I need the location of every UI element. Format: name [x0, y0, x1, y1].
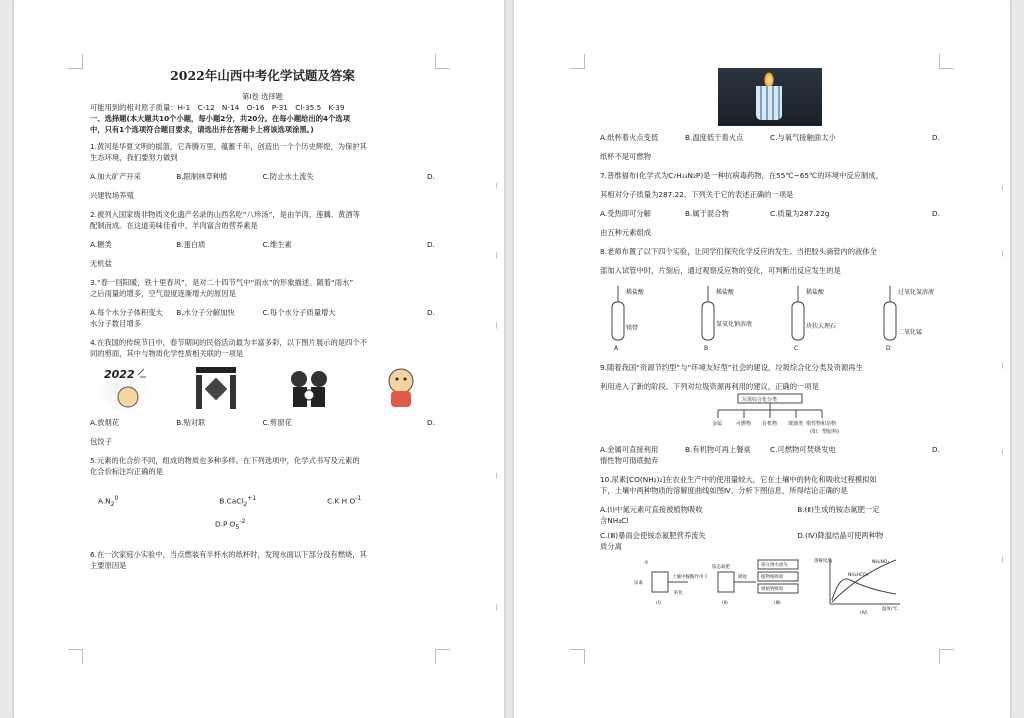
crop-mark — [570, 54, 585, 69]
document-title: 2022年山西中考化学试题及答案 — [170, 68, 355, 83]
options — [90, 307, 435, 318]
atomic-masses: 可能用到的相对原子质量：H-1 C-12 N-14 O-16 P-31 Cl-35.5 K-39 — [90, 103, 345, 112]
question-8 — [600, 246, 940, 354]
fig-label-temperature: 温度/℃ — [882, 607, 898, 612]
option-c: C.可燃物可焚烧发电 — [770, 445, 836, 454]
question-6 — [90, 549, 435, 571]
question-text: 同的剪面，其中与物质化学性质相关联的一项是 — [90, 349, 244, 358]
option-d: D. — [932, 133, 940, 142]
question-text: 其相对分子质量为287.22，下列关于它的表述正确的一项是 — [600, 190, 794, 199]
option-a: A.放烟花 — [90, 418, 120, 427]
option-d-text: 无机盐 — [90, 259, 112, 268]
option-d: D.P $O_5^{-2}$ — [215, 517, 246, 531]
fig-label-absorb: 吸收 — [738, 575, 747, 580]
question-text: 8.老师布置了以下四个实验，让同学们探究化学反应的发生。当把胶头滴管内的液体全 — [600, 247, 877, 256]
option-d-text: 水分子数目增多 — [90, 319, 142, 328]
margin-mark: ( — [495, 604, 498, 612]
question-text: 9.随着我国“资源节约型”与“环境友好型”社会的建设，垃圾综合化分类及资源再生 — [600, 363, 863, 372]
page-1 — [14, 0, 504, 718]
fig-label-water: 水 — [644, 561, 649, 566]
margin-mark: ( — [1001, 448, 1004, 456]
question-text: 1.黄河是华夏文明的摇篮，它奔腾万里，蕴蓄千年，创造出一个个历史辉煌，为保护其 — [90, 142, 367, 151]
label-b-top: 稀盐酸 — [716, 289, 735, 296]
fig-label-loss: 部分溶水流失 — [761, 563, 788, 568]
experiment-diagram — [600, 280, 940, 354]
question-1 — [90, 141, 435, 201]
label-a-bottom: 镁带 — [626, 325, 639, 332]
tube-c — [792, 286, 836, 352]
option-c: C.防止水土流失 — [262, 172, 314, 181]
question-2 — [90, 209, 435, 269]
option-b: B.蛋白质 — [176, 240, 206, 249]
fireworks-icon — [100, 365, 148, 411]
options — [90, 239, 435, 250]
question-text: 10.尿素[CO(NH₂)₂]在农业生产中的使用量较大，它在土壤中的转化和吸收过程模拟如 — [600, 475, 877, 484]
option-a: A.纸杯着火点变低 — [600, 133, 659, 142]
label-c-bottom: 块状大理石 — [806, 323, 837, 330]
option-c: C.质量为287.22g — [770, 209, 830, 218]
couplets-image — [192, 365, 240, 411]
label-b-bottom: 氢氧化钠溶液 — [716, 321, 753, 328]
fig-label-solubility: 溶解度/g — [814, 559, 832, 564]
section-title: 第Ⅰ卷 选择题 — [242, 92, 283, 101]
question-text: 配制而成。在这道美味佳肴中，羊肉富含的营养素是 — [90, 221, 258, 230]
option-c: C.(Ⅲ)暴雨会使铵态氮肥营养流失 — [600, 531, 706, 540]
question-text: 3.“春一回阳暖，铁十里春风”，是对二十四节气中“雨水”的形象描述。随着“雨水” — [90, 278, 354, 287]
option-d: D. — [427, 240, 435, 249]
label-c-top: 稀盐酸 — [806, 289, 825, 296]
question-text: 之后雨量的增多，空气湿度逐渐增大的原因是 — [90, 289, 236, 298]
option-b: B.CaCl$_2^{+1}$ — [219, 495, 257, 508]
option-b: B.属于混合物 — [685, 209, 729, 218]
option-d: D. — [427, 172, 435, 181]
chart-title: 垃圾综合化分类 — [742, 397, 778, 403]
option-b: B.(Ⅱ)生成的铵态氮肥一定 — [797, 505, 880, 514]
question-text: 部加入试管中时，片刻后，通过观察反应物的变化，可判断出反应发生的是 — [600, 266, 841, 275]
letter-a: A — [614, 345, 619, 352]
option-b-text: 含NH₄Cl — [600, 516, 629, 525]
crop-mark — [435, 54, 450, 69]
options — [600, 444, 940, 455]
fig-label-urea: 尿素 — [634, 581, 643, 586]
question-text: 5.元素的化合价不同，组成的物质也多种多样。在下列选项中，化学式书写及元素的 — [90, 456, 360, 465]
urea-process-diagram — [600, 554, 940, 616]
crop-mark — [939, 54, 954, 69]
option-d: D. — [932, 445, 940, 454]
page-2 — [514, 0, 1010, 718]
cup-icon — [756, 86, 782, 120]
options — [600, 132, 940, 143]
option-b: B.限制林草种植 — [176, 172, 228, 181]
festival-images — [90, 365, 435, 411]
chart-note: (如：塑胶料) — [810, 429, 839, 435]
papercut-icon — [285, 365, 333, 411]
option-a: A.(Ⅰ)中氮元素可直接被植物吸收 — [600, 505, 703, 514]
crop-mark — [68, 54, 83, 69]
tube-d — [884, 286, 934, 352]
options — [600, 530, 940, 541]
tube-a — [612, 286, 645, 352]
chart-item-glass: 玻璃类 — [788, 421, 804, 427]
dumpling-image — [377, 365, 425, 411]
question-text: 7.普维福布(化学式为C₇H₁₃N₂P)是一种抗病毒药物，在55℃~65℃的环境中反应制成， — [600, 171, 883, 180]
label-d-top: 过氧化氢溶液 — [898, 289, 935, 296]
option-a: A.加大矿产开采 — [90, 172, 141, 181]
page-2-content — [600, 68, 940, 616]
option-d-text: 包饺子 — [90, 437, 112, 446]
fig-num-1: (Ⅰ) — [656, 601, 661, 606]
chart-item-inert: 惰性物和杂物 — [806, 421, 837, 427]
tube-b — [702, 286, 752, 352]
fig-label-nh4no3: NH₄NO₃ — [872, 560, 890, 565]
option-b: B.贴对联 — [176, 418, 206, 427]
option-d: D.(Ⅳ)降温结晶可使两种物 — [797, 531, 884, 540]
question-text: 4.在我国的传统节日中，春节期间的民俗活动最为丰富多彩，以下图片展示的是四个不 — [90, 338, 367, 347]
question-text: 下，土壤中两种物质的溶解度曲线如图Ⅳ。分析下图信息，所得结论正确的是 — [600, 486, 848, 495]
image-label: 2022 — [104, 368, 135, 381]
question-text: 化合价标注均正确的是 — [90, 467, 163, 476]
options — [600, 504, 940, 515]
fig-num-2: (Ⅱ) — [722, 601, 728, 606]
option-a: A.每个水分子体积变大 — [90, 308, 163, 317]
options — [90, 171, 435, 182]
option-c: C.与氧气接触面太小 — [770, 133, 836, 142]
tiger-icon — [377, 365, 425, 411]
page-1-content — [90, 62, 435, 571]
margin-mark: ( — [1001, 184, 1004, 192]
option-a: A.糖类 — [90, 240, 112, 249]
chart-item-metal: 金属 — [712, 421, 723, 427]
option-d: D. — [427, 308, 435, 317]
fig-label-nh4hco3: NH₄HCO₃ — [848, 573, 869, 578]
instructions-line-2: 中，只有1个选项符合题目要求，请选出并在答题卡上将该选项涂黑。) — [90, 125, 314, 134]
chart-item-combustible: 可燃物 — [736, 421, 752, 427]
option-d: D. — [932, 209, 940, 218]
fig-num-4: (Ⅳ) — [860, 611, 868, 616]
option-c: C.每个水分子质量增大 — [262, 308, 336, 317]
question-4 — [90, 337, 435, 447]
option-b: B.水分子分解加快 — [176, 308, 235, 317]
fig-num-3: (Ⅲ) — [774, 601, 781, 606]
option-b: B.有机物可再上餐桌 — [685, 445, 751, 454]
question-text: 2.被列入国家级非物质文化遗产名录的山西名吃“八珍汤”，是由羊肉、莲藕、黄酒等 — [90, 210, 360, 219]
option-a: A.金属可直接利用 — [600, 445, 659, 454]
options — [90, 417, 435, 428]
question-9 — [600, 362, 940, 466]
margin-mark: ( — [495, 322, 498, 330]
option-d-text: 质分离 — [600, 542, 622, 551]
fig-label-root: 植物根吸收 — [761, 575, 784, 580]
margin-mark: ( — [1001, 556, 1004, 564]
margin-mark: ( — [495, 472, 498, 480]
option-c: C.维生素 — [262, 240, 292, 249]
label-d-bottom: 二氧化锰 — [898, 329, 923, 336]
crop-mark — [68, 649, 83, 664]
question-6-options — [600, 132, 940, 162]
question-7 — [600, 170, 940, 238]
letter-c: C — [794, 345, 799, 352]
option-d: D. — [427, 418, 435, 427]
option-d-text: 纸杯不是可燃物 — [600, 152, 652, 161]
option-a: $A.N_2^0$ — [98, 495, 119, 508]
margin-mark: ( — [495, 252, 498, 260]
letter-d: D — [886, 345, 891, 352]
question-text: 主要原因是 — [90, 560, 127, 570]
question-text: 6.在一次家庭小实验中，当点燃装有半杯水的纸杯时，发现水面以下部分没有燃烧，其 — [90, 549, 367, 559]
question-10 — [600, 474, 940, 616]
crop-mark — [939, 649, 954, 664]
question-3 — [90, 277, 435, 329]
option-d-text: 由五种元素组成 — [600, 228, 652, 237]
question-text: 生态环境，我们要努力做到 — [90, 153, 178, 162]
option-d-text: 兴建牧场养殖 — [90, 191, 134, 200]
instructions-line-1: 一、选择题(本大题共10个小题，每小题2分，共20分。在每小题给出的4个选项 — [90, 114, 350, 123]
letter-b: B — [704, 345, 709, 352]
fig-label-plant: 被植物吸收 — [761, 587, 784, 592]
papercut-image — [285, 365, 333, 411]
chart-item-organic: 有机物 — [762, 421, 778, 427]
option-a: A.受热即可分解 — [600, 209, 651, 218]
margin-mark: ( — [1001, 250, 1004, 258]
fig-label-enzyme: 土壤中脲酶作用下 — [672, 575, 708, 580]
waste-classification-diagram — [600, 392, 940, 444]
question-text: 利用进入了新的阶段。下列对垃圾资源再利用的建议，正确的一项是 — [600, 382, 819, 391]
option-c: C.剪窗花 — [262, 418, 292, 427]
option-c: C.K H $O^{-1}$ — [327, 495, 362, 506]
fig-label-convert: 转化 — [674, 591, 683, 596]
question-5 — [90, 455, 435, 533]
couplets-icon — [192, 365, 240, 411]
margin-mark: ( — [1001, 362, 1004, 370]
fig-label-ammonium: 铵态氮肥 — [712, 565, 730, 570]
options — [600, 208, 940, 219]
burning-cup-photo — [718, 68, 822, 126]
margin-mark: ( — [495, 182, 498, 190]
crop-mark — [570, 649, 585, 664]
label-a-top: 稀盐酸 — [626, 289, 645, 296]
option-d-text: 惰性物可彻底抛弃 — [600, 456, 659, 465]
options — [90, 493, 435, 510]
option-b: B.温度低于着火点 — [685, 133, 744, 142]
crop-mark — [435, 649, 450, 664]
fireworks-image — [100, 365, 148, 411]
